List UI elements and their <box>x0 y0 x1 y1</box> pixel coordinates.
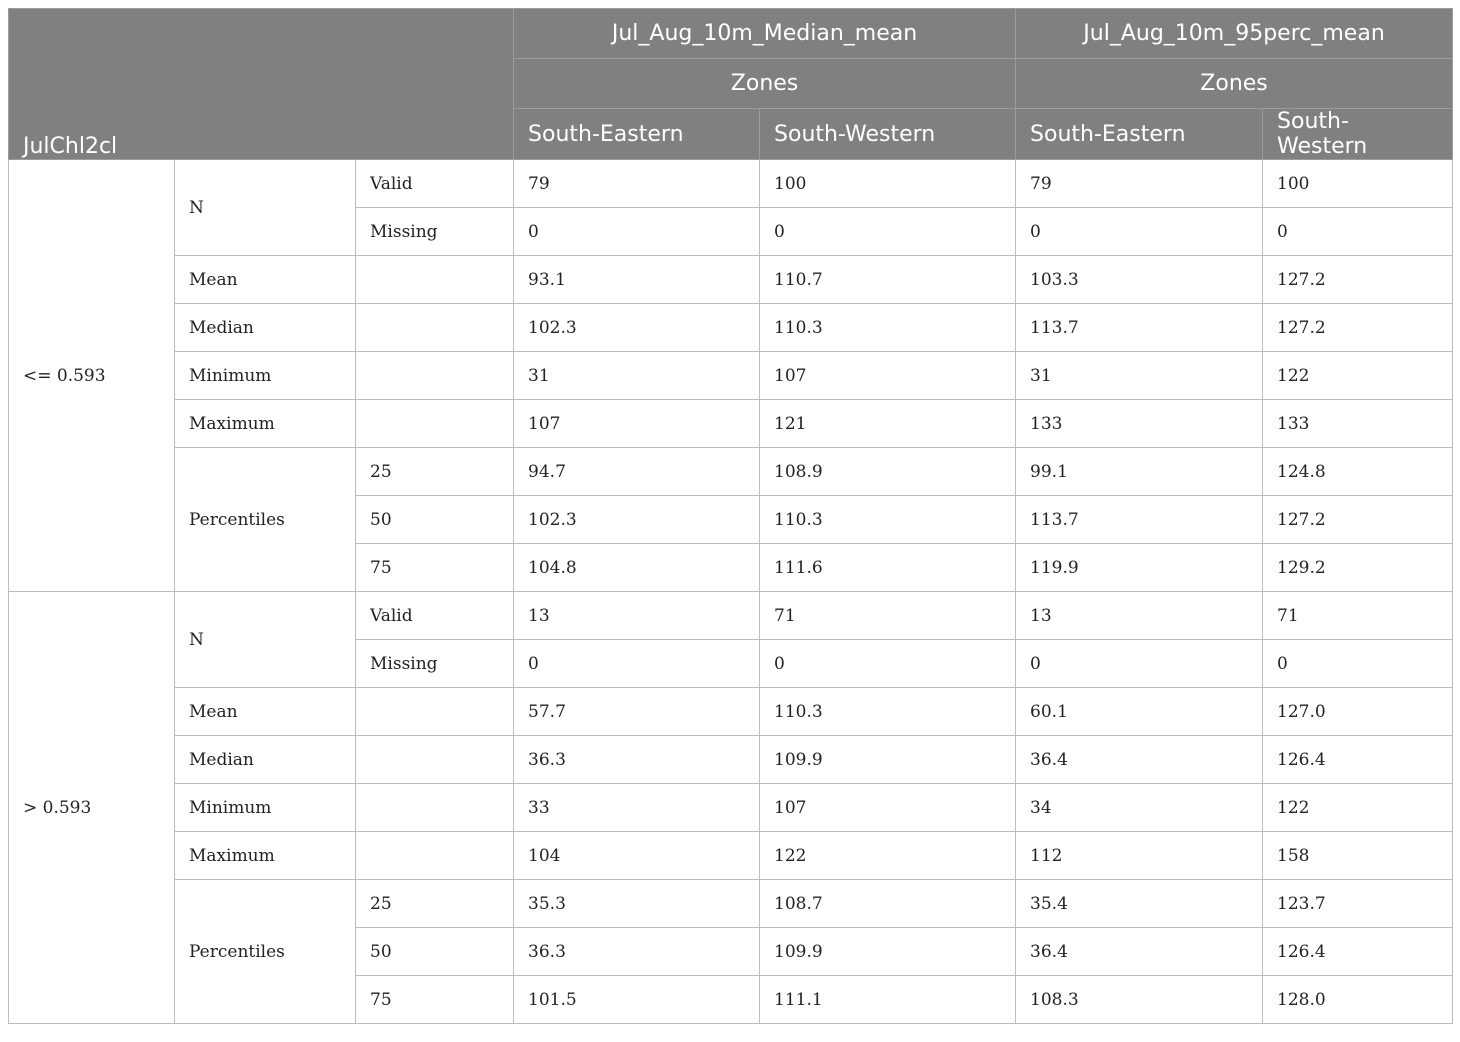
sub-label-cell <box>356 688 514 736</box>
zone-header: South-Western <box>1263 109 1453 160</box>
sub-label-cell: 50 <box>356 496 514 544</box>
sub-label-cell: Missing <box>356 208 514 256</box>
value-cell: 127.0 <box>1263 688 1453 736</box>
value-cell: 122 <box>1263 352 1453 400</box>
value-cell: 0 <box>514 208 760 256</box>
value-cell: 33 <box>514 784 760 832</box>
value-cell: 107 <box>760 352 1016 400</box>
value-cell: 99.1 <box>1016 448 1263 496</box>
sub-label-cell <box>356 784 514 832</box>
value-cell: 107 <box>760 784 1016 832</box>
value-cell: 109.9 <box>760 736 1016 784</box>
stat-label-cell: Percentiles <box>175 880 356 1024</box>
stat-label-cell: Median <box>175 304 356 352</box>
value-cell: 34 <box>1016 784 1263 832</box>
table-row <box>9 880 1453 928</box>
group-label-cell: <= 0.593 <box>9 160 175 592</box>
statistics-table <box>8 8 1453 1024</box>
sub-label-cell <box>356 736 514 784</box>
sub-label-cell: 50 <box>356 928 514 976</box>
table-row <box>9 832 1453 880</box>
value-cell: 0 <box>760 208 1016 256</box>
value-cell: 126.4 <box>1263 928 1453 976</box>
value-cell: 109.9 <box>760 928 1016 976</box>
value-cell: 123.7 <box>1263 880 1453 928</box>
table-row <box>9 448 1453 496</box>
stat-label-cell: Minimum <box>175 784 356 832</box>
stat-label-cell: N <box>175 160 356 256</box>
sub-label-cell: Valid <box>356 160 514 208</box>
value-cell: 104.8 <box>514 544 760 592</box>
value-cell: 94.7 <box>514 448 760 496</box>
zone-header: South-Eastern <box>1016 109 1263 160</box>
value-cell: 103.3 <box>1016 256 1263 304</box>
sub-label-cell <box>356 304 514 352</box>
value-cell: 121 <box>760 400 1016 448</box>
stat-label-cell: N <box>175 592 356 688</box>
value-cell: 36.4 <box>1016 928 1263 976</box>
value-cell: 133 <box>1016 400 1263 448</box>
value-cell: 126.4 <box>1263 736 1453 784</box>
value-cell: 102.3 <box>514 496 760 544</box>
value-cell: 110.3 <box>760 496 1016 544</box>
value-cell: 36.3 <box>514 928 760 976</box>
value-cell: 79 <box>514 160 760 208</box>
sub-label-cell: 75 <box>356 976 514 1024</box>
value-cell: 36.3 <box>514 736 760 784</box>
value-cell: 124.8 <box>1263 448 1453 496</box>
stat-label-cell: Median <box>175 736 356 784</box>
value-cell: 0 <box>1263 640 1453 688</box>
value-cell: 31 <box>1016 352 1263 400</box>
value-cell: 35.3 <box>514 880 760 928</box>
value-cell: 100 <box>760 160 1016 208</box>
value-cell: 31 <box>514 352 760 400</box>
value-cell: 110.3 <box>760 304 1016 352</box>
value-cell: 158 <box>1263 832 1453 880</box>
stat-label-cell: Mean <box>175 688 356 736</box>
value-cell: 104 <box>514 832 760 880</box>
value-cell: 102.3 <box>514 304 760 352</box>
stat-label-cell: Maximum <box>175 400 356 448</box>
value-cell: 112 <box>1016 832 1263 880</box>
value-cell: 128.0 <box>1263 976 1453 1024</box>
table-row <box>9 400 1453 448</box>
value-cell: 127.2 <box>1263 496 1453 544</box>
value-cell: 57.7 <box>514 688 760 736</box>
value-cell: 60.1 <box>1016 688 1263 736</box>
value-cell: 13 <box>1016 592 1263 640</box>
table-header <box>9 9 1453 160</box>
table-row <box>9 256 1453 304</box>
table-row <box>9 688 1453 736</box>
value-cell: 0 <box>514 640 760 688</box>
zone-header: South-Western <box>760 109 1016 160</box>
value-cell: 71 <box>760 592 1016 640</box>
stat-label-cell: Maximum <box>175 832 356 880</box>
table-row <box>9 304 1453 352</box>
value-cell: 108.7 <box>760 880 1016 928</box>
sub-label-cell <box>356 256 514 304</box>
zones-header: Zones <box>514 59 1016 109</box>
stat-label-cell: Percentiles <box>175 448 356 592</box>
value-cell: 79 <box>1016 160 1263 208</box>
sub-label-cell <box>356 400 514 448</box>
value-cell: 71 <box>1263 592 1453 640</box>
table-row <box>9 736 1453 784</box>
value-cell: 133 <box>1263 400 1453 448</box>
stat-label-cell: Minimum <box>175 352 356 400</box>
sub-label-cell <box>356 832 514 880</box>
value-cell: 127.2 <box>1263 256 1453 304</box>
value-cell: 0 <box>1016 208 1263 256</box>
value-cell: 108.9 <box>760 448 1016 496</box>
sub-label-cell <box>356 352 514 400</box>
zones-header: Zones <box>1016 59 1453 109</box>
value-cell: 0 <box>1016 640 1263 688</box>
stat-label-cell: Mean <box>175 256 356 304</box>
value-cell: 129.2 <box>1263 544 1453 592</box>
value-cell: 111.1 <box>760 976 1016 1024</box>
value-cell: 0 <box>760 640 1016 688</box>
value-cell: 122 <box>1263 784 1453 832</box>
group-header-median: Jul_Aug_10m_Median_mean <box>514 9 1016 59</box>
table-row <box>9 592 1453 640</box>
statistics-table-container <box>8 8 1452 1024</box>
value-cell: 111.6 <box>760 544 1016 592</box>
value-cell: 113.7 <box>1016 304 1263 352</box>
value-cell: 100 <box>1263 160 1453 208</box>
table-row <box>9 352 1453 400</box>
group-label-cell: > 0.593 <box>9 592 175 1024</box>
value-cell: 107 <box>514 400 760 448</box>
group-header-95perc: Jul_Aug_10m_95perc_mean <box>1016 9 1453 59</box>
sub-label-cell: 75 <box>356 544 514 592</box>
sub-label-cell: 25 <box>356 880 514 928</box>
value-cell: 93.1 <box>514 256 760 304</box>
value-cell: 113.7 <box>1016 496 1263 544</box>
sub-label-cell: 25 <box>356 448 514 496</box>
value-cell: 13 <box>514 592 760 640</box>
table-body <box>9 160 1453 1024</box>
value-cell: 119.9 <box>1016 544 1263 592</box>
value-cell: 0 <box>1263 208 1453 256</box>
value-cell: 110.3 <box>760 688 1016 736</box>
value-cell: 35.4 <box>1016 880 1263 928</box>
corner-header: JulChl2cl <box>9 9 514 160</box>
sub-label-cell: Missing <box>356 640 514 688</box>
value-cell: 101.5 <box>514 976 760 1024</box>
zone-header: South-Eastern <box>514 109 760 160</box>
table-row <box>9 784 1453 832</box>
sub-label-cell: Valid <box>356 592 514 640</box>
value-cell: 108.3 <box>1016 976 1263 1024</box>
value-cell: 36.4 <box>1016 736 1263 784</box>
value-cell: 122 <box>760 832 1016 880</box>
value-cell: 110.7 <box>760 256 1016 304</box>
table-row <box>9 160 1453 208</box>
value-cell: 127.2 <box>1263 304 1453 352</box>
